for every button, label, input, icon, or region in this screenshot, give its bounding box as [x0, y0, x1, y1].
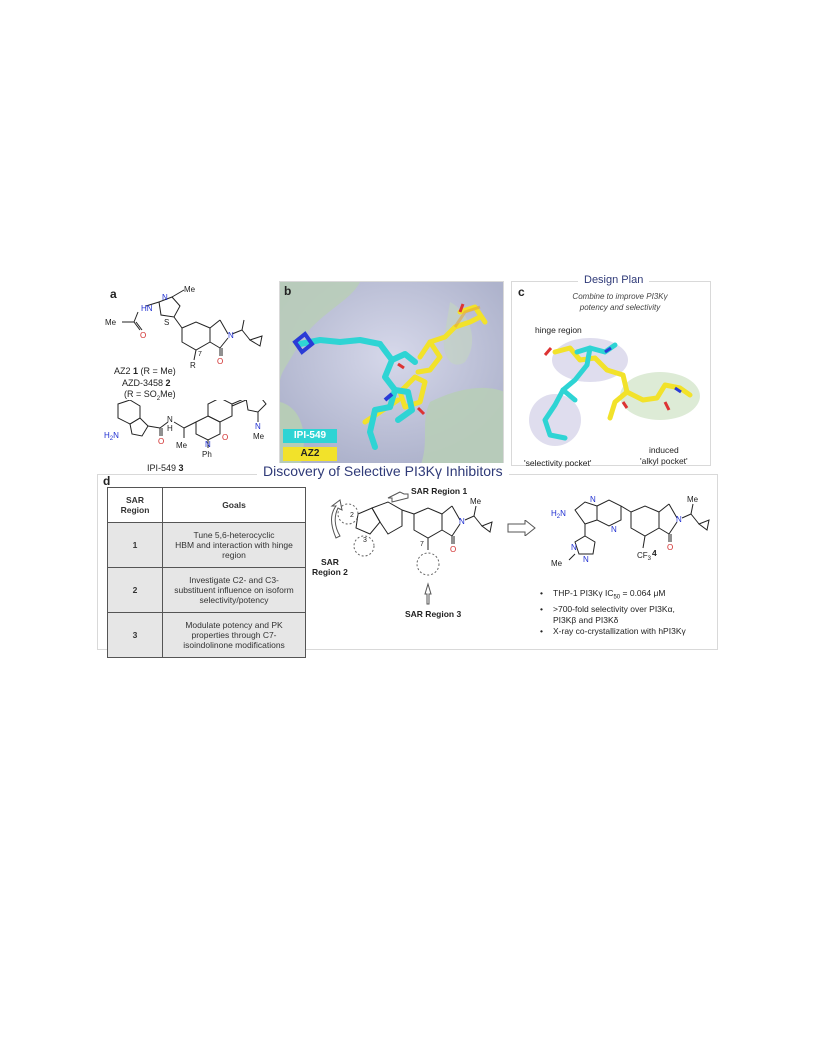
ipi549-me-label: Me [176, 441, 188, 450]
azd3458-caption: AZD-3458 2 [122, 378, 171, 388]
compound-4-structure [545, 486, 715, 586]
az2-s-label: S [164, 318, 170, 327]
sar-region-1-label: SAR Region 1 [411, 486, 468, 496]
az2-caption: AZ2 1 (R = Me) [114, 366, 176, 376]
scaffold-me: Me [470, 497, 482, 506]
design-plan-overlay [515, 330, 710, 455]
ipi549-pyrazole-n-label: N [255, 422, 261, 431]
panel-a-letter: a [110, 287, 117, 301]
ipi549-ph-label: Ph [202, 450, 212, 459]
compound4-pyrazole-n2: N [571, 543, 577, 552]
ipi549-h2n-label: $H_2N$ [104, 431, 119, 442]
az2-acyl-o-label: O [140, 331, 147, 340]
discovery-title: Discovery of Selective PI3Kγ Inhibitors [257, 463, 509, 479]
hinge-region-label: hinge region [535, 325, 582, 335]
compound4-h2n: $H_2N$ [551, 509, 566, 520]
scaffold-o: O [450, 545, 457, 554]
scaffold-n: N [459, 517, 465, 526]
scaffold-pos-7: 7 [420, 541, 424, 548]
ipi549-o-label: O [158, 437, 165, 446]
design-plan-title: Design Plan [578, 274, 649, 286]
ipi549-structure [104, 400, 274, 470]
compound4-n2: N [611, 525, 617, 534]
alkyl-pocket-label: induced 'alkyl pocket' [640, 445, 688, 466]
ipi549-n-label: N [205, 440, 211, 449]
ipi549-nh-label: N H [167, 415, 173, 433]
table-row: 1 Tune 5,6-heterocyclic HBM and interaction with hinge region [108, 523, 306, 568]
design-plan-subtitle: Combine to improve PI3Kγ potency and selectivity [572, 292, 668, 312]
az2-skeleton [122, 290, 262, 360]
az2-me-acyl-label: Me [105, 318, 117, 327]
table-row: 3 Modulate potency and PK properties through C7- isoindolinone modifications [108, 613, 306, 658]
legend-az2: AZ2 [283, 447, 337, 461]
ipi549-caption: IPI-549 3 [147, 463, 184, 473]
az2-o-label: O [217, 357, 224, 366]
compound4-cf3: $CF_3$ [637, 551, 652, 562]
panel-b-letter: b [284, 284, 292, 298]
list-item: • THP-1 PI3Kγ $IC_{50} = 0.064$ μM [540, 588, 686, 604]
az2-position-7: 7 [198, 351, 202, 358]
list-item: • >700-fold selectivity over PI3Kα, [540, 604, 686, 615]
legend-ipi549: IPI-549 [283, 429, 337, 443]
az2-r-label: R [190, 361, 196, 370]
compound4-me-pyrazole: Me [551, 559, 563, 568]
azd3458-r-caption: $(R = SO_2Me)$ [124, 389, 176, 402]
scaffold-pos-3: 3 [363, 537, 367, 544]
scaffold-pos-2: 2 [350, 512, 354, 519]
az2-hn-label: HN [141, 304, 153, 313]
ipi549-o2-label: O [222, 433, 229, 442]
compound4-properties-list [540, 588, 686, 637]
sar-goals-table [107, 487, 306, 658]
sar-region-2-label: SAR Region 2 [312, 557, 348, 577]
transform-arrow [507, 520, 537, 536]
az2-me-label: Me [184, 285, 196, 294]
selectivity-pocket-label: 'selectivity pocket' [524, 458, 592, 468]
sar-region-3-label: SAR Region 3 [405, 609, 462, 619]
panel-d-letter: d [103, 474, 111, 488]
header-goals: Goals [163, 488, 306, 523]
ipi549-me2-label: Me [253, 432, 265, 441]
compound4-pyrazole-n: N [583, 555, 589, 564]
table-header-row [108, 488, 306, 523]
list-item: • X-ray co-crystallization with hPI3Kγ [540, 626, 686, 637]
compound4-number: 4 [652, 548, 657, 558]
table-row: 2 Investigate C2- and C3- substituent influence on isoform selectivity/potency [108, 568, 306, 613]
header-sar-region: SAR Region [108, 488, 163, 523]
compound4-n1: N [590, 495, 596, 504]
panel-c-letter: c [518, 285, 525, 299]
compound4-n-ring: N [676, 515, 682, 524]
compound4-me: Me [687, 495, 699, 504]
az2-n-ring-label: N [228, 331, 234, 340]
list-item-continuation: PI3Kβ and PI3Kδ [553, 614, 619, 625]
az2-n-label: N [162, 293, 168, 302]
compound4-o: O [667, 543, 674, 552]
